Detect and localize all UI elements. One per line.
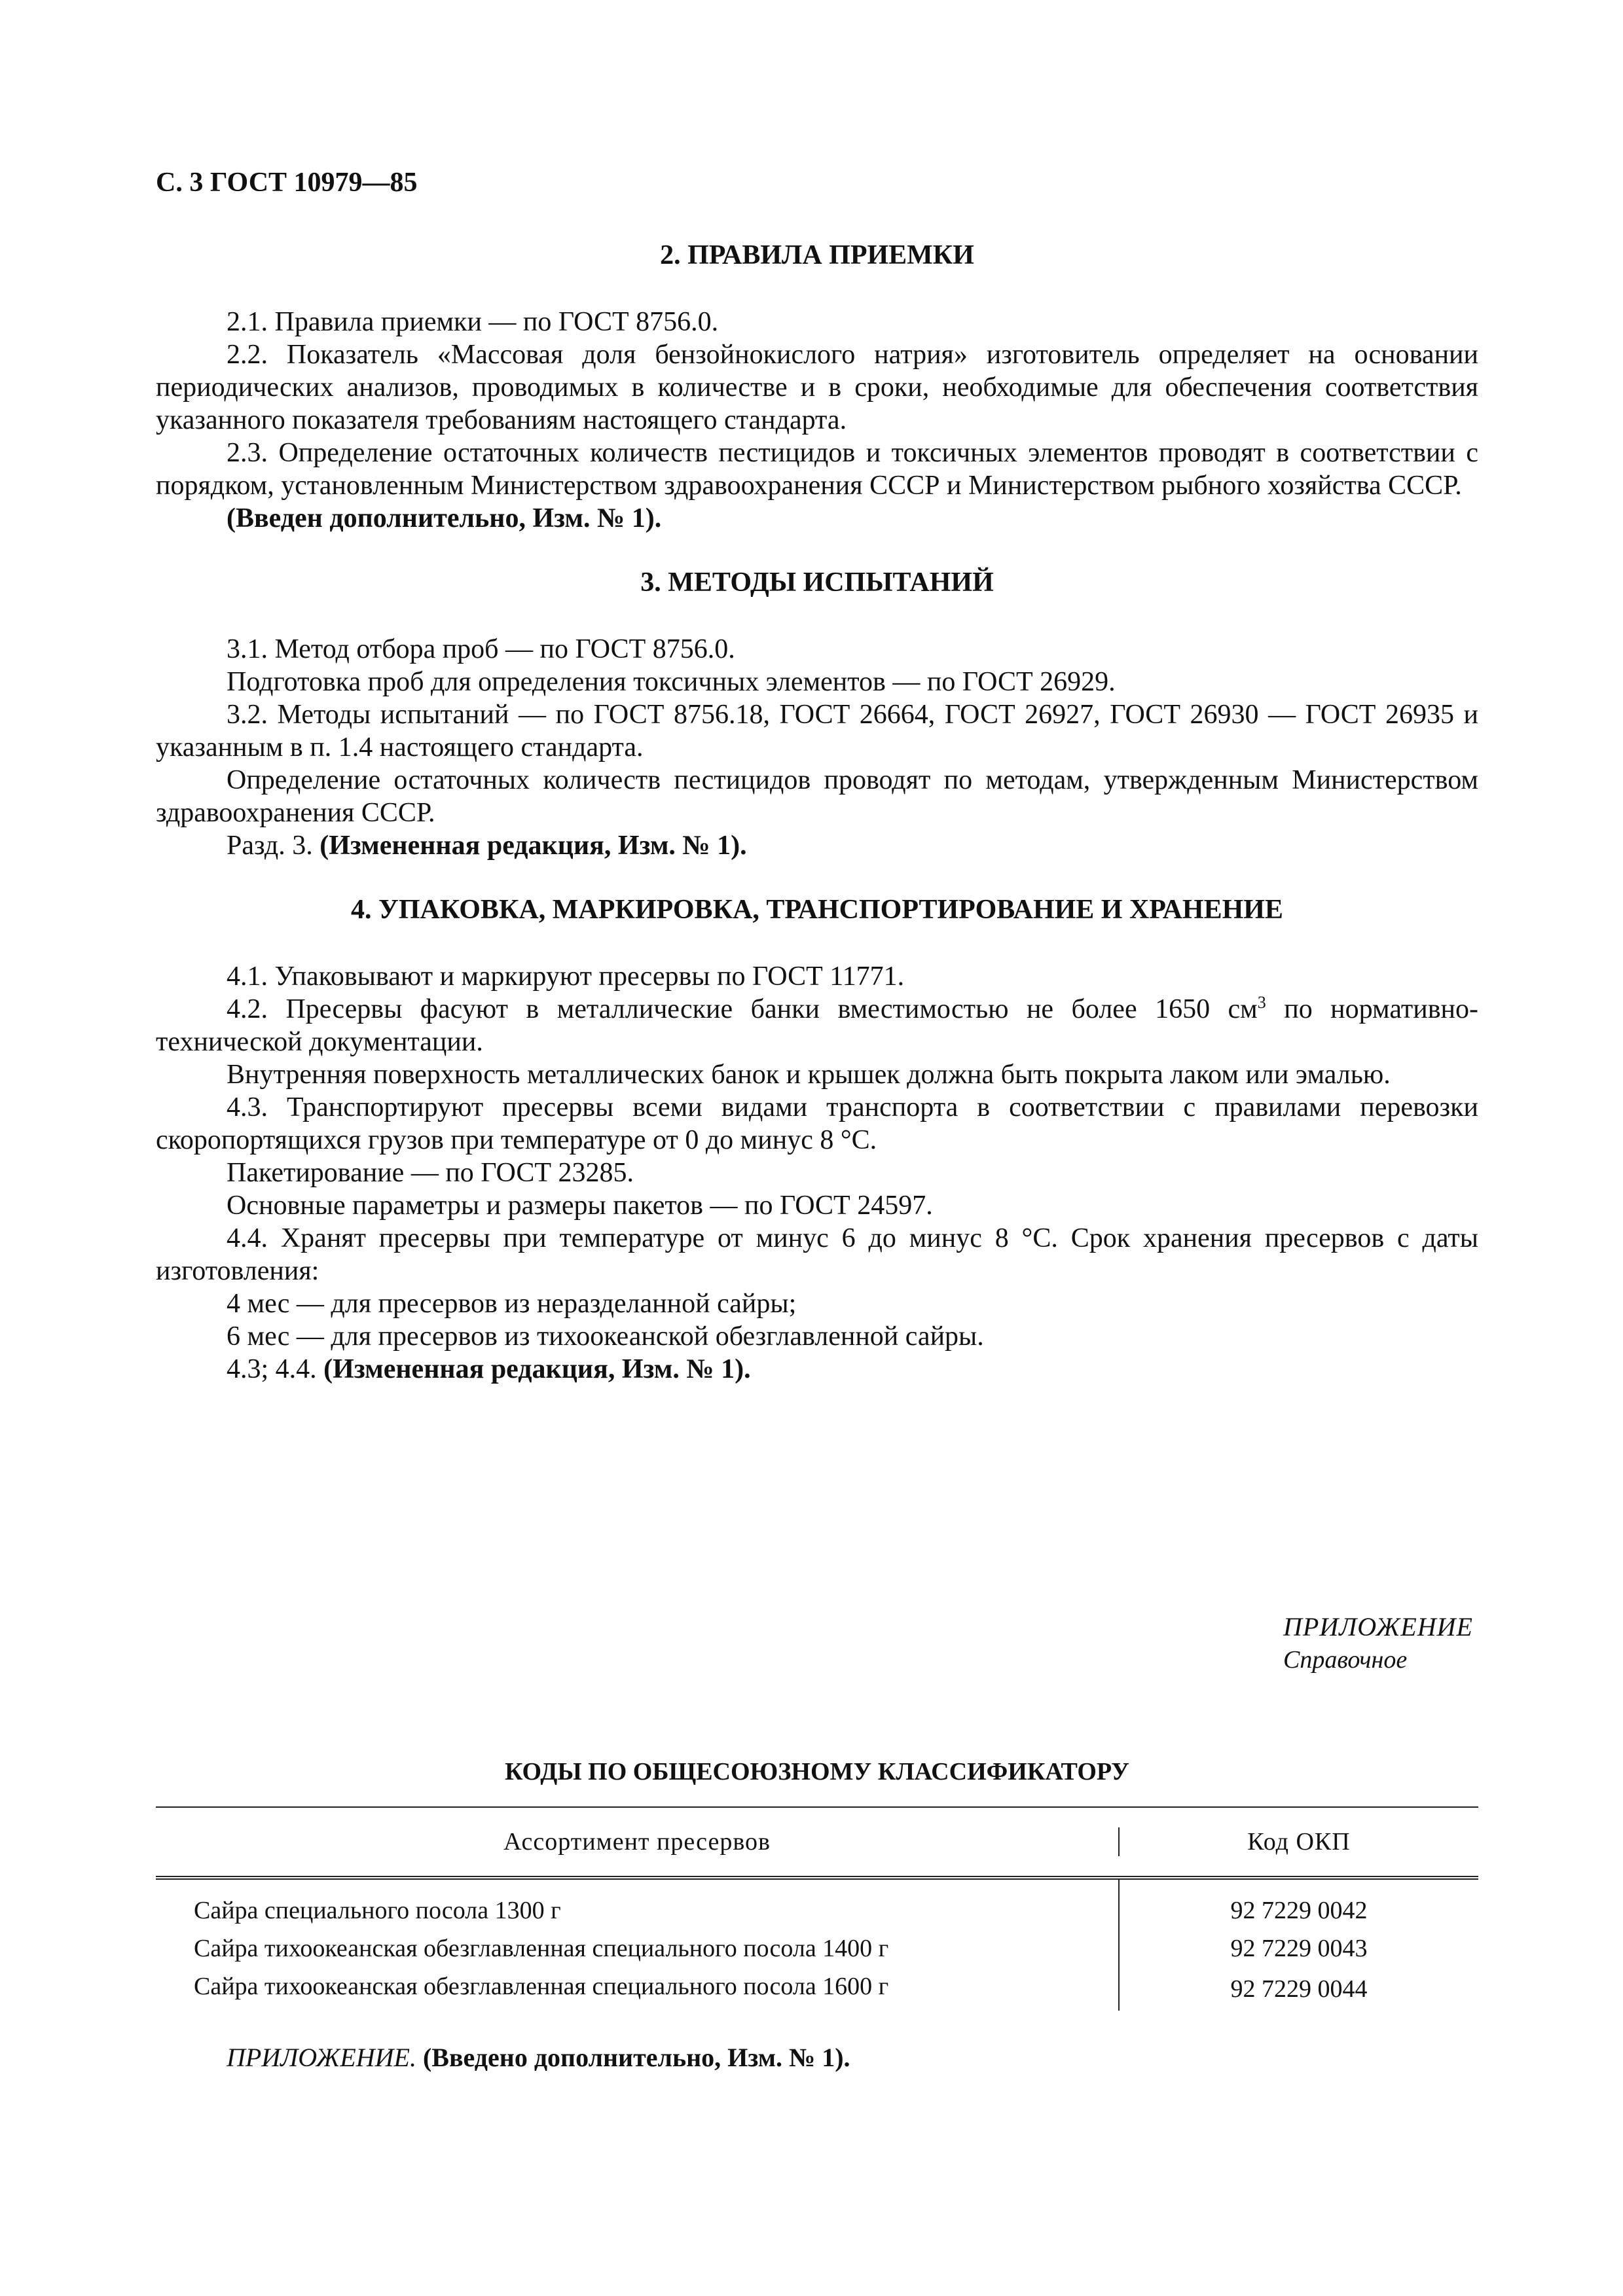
product-name-cell: Сайра специального посола 1300 г [156, 1880, 1120, 1929]
paragraph-4-2 [156, 993, 1478, 1058]
paragraph-2-1: 2.1. Правила приемки — по ГОСТ 8756.0. [227, 307, 719, 337]
table-header-row [156, 1808, 1478, 1876]
table-row [156, 1880, 1478, 1929]
paragraph-4-2-text-b: по нормативно-технической документации. [156, 994, 1478, 1057]
paragraph-4-3-packaging: Пакетирование — по ГОСТ 23285. [227, 1158, 634, 1188]
page-header: С. 3 ГОСТ 10979—85 [156, 168, 418, 198]
appendix-footnote [227, 2042, 850, 2073]
table-row [156, 1967, 1478, 2011]
paragraph-3-2-pesticides: Определение остаточных количеств пестицидов проводят по методам, утвержденным Министерством здравоохранения СССР. [156, 765, 1478, 828]
paragraph-4-3-params: Основные параметры и размеры пакетов — по ГОСТ 24597. [227, 1191, 933, 1221]
amendment-note-4 [156, 1353, 1478, 1386]
paragraph-4-2-coating: Внутренняя поверхность металлических банок и крышек должна быть покрыта лаком или эмалью. [227, 1060, 1391, 1090]
column-header-assortment: Ассортимент пресервов [156, 1827, 1120, 1856]
amendment-note-3 [156, 829, 1478, 862]
amendment-note-prefix: Разд. 3. [227, 831, 313, 861]
column-header-okp-code: Код ОКП [1247, 1828, 1351, 1856]
paragraph-3-2: 3.2. Методы испытаний — по ГОСТ 8756.18, ГОСТ 26664, ГОСТ 26927, ГОСТ 26930 — ГОСТ 26935 и указанным в п. 1.4 настоящего стандарта. [156, 700, 1478, 762]
amendment-note-text: (Введен дополнительно, Изм. № 1). [227, 503, 662, 533]
section-2-heading: 2. ПРАВИЛА ПРИЕМКИ [660, 240, 974, 270]
amendment-note-prefix: 4.3; 4.4. [227, 1354, 317, 1384]
product-name-cell: Сайра тихоокеанская обезглавленная специального посола 1600 г [156, 1967, 1120, 2011]
okp-code-cell: 92 7229 0044 [1230, 1975, 1368, 2003]
paragraph-4-3: 4.3. Транспортируют пресервы всеми видами транспорта в соответствии с правилами перевозки скоропортящихся грузов при температуре от 0 до минус 8 °С. [156, 1092, 1478, 1155]
paragraph-4-4-item-2: 6 мес — для пресервов из тихоокеанской обезглавленной сайры. [227, 1321, 984, 1352]
superscript-3: 3 [1257, 993, 1266, 1012]
footnote-note: (Введено дополнительно, Изм. № 1). [422, 2043, 850, 2072]
section-3-heading: 3. МЕТОДЫ ИСПЫТАНИЙ [640, 567, 994, 598]
document-body [156, 239, 1478, 1386]
amendment-note-text: (Измененная редакция, Изм. № 1). [323, 1354, 751, 1384]
table-title: КОДЫ ПО ОБЩЕСОЮЗНОМУ КЛАССИФИКАТОРУ [504, 1758, 1130, 1785]
footnote-label: ПРИЛОЖЕНИЕ. [227, 2043, 416, 2072]
table-body [156, 1880, 1478, 2011]
amendment-note-text: (Измененная редакция, Изм. № 1). [319, 831, 747, 861]
okp-codes-table [156, 1806, 1478, 2011]
paragraph-3-1-prep: Подготовка проб для определения токсичных элементов — по ГОСТ 26929. [227, 667, 1116, 697]
section-4-heading: 4. УПАКОВКА, МАРКИРОВКА, ТРАНСПОРТИРОВАНИЕ И ХРАНЕНИЕ [351, 895, 1283, 925]
paragraph-2-3: 2.3. Определение остаточных количеств пестицидов и токсичных элементов проводят в соответствии с порядком, установленным Министерством здравоохранения СССР и Министерством рыбного хозяйства СССР. [156, 438, 1478, 501]
appendix-type: Справочное [1283, 1646, 1408, 1674]
appendix-label: ПРИЛОЖЕНИЕ [1283, 1612, 1473, 1641]
paragraph-2-2: 2.2. Показатель «Массовая доля бензойнокислого натрия» изготовитель определяет на основании периодических анализов, проводимых в количестве и в сроки, необходимые для обеспечения соответствия указанного показателя требованиям настоящего стандарта. [156, 340, 1478, 435]
table-row [156, 1929, 1478, 1967]
okp-code-cell: 92 7229 0043 [1230, 1935, 1368, 1962]
paragraph-4-4-item-1: 4 мес — для пресервов из неразделанной сайры; [227, 1289, 797, 1319]
paragraph-4-2-text-a: 4.2. Пресервы фасуют в металлические банки вместимостью не более 1650 см [227, 994, 1258, 1024]
amendment-note-2 [156, 502, 1478, 535]
paragraph-3-1: 3.1. Метод отбора проб — по ГОСТ 8756.0. [227, 634, 735, 664]
okp-code-cell: 92 7229 0042 [1230, 1897, 1368, 1924]
paragraph-4-4: 4.4. Хранят пресервы при температуре от минус 6 до минус 8 °С. Срок хранения пресервов с даты изготовления: [156, 1223, 1478, 1286]
paragraph-4-1: 4.1. Упаковывают и маркируют пресервы по ГОСТ 11771. [227, 961, 905, 992]
product-name-cell: Сайра тихоокеанская обезглавленная специального посола 1400 г [156, 1929, 1120, 1967]
